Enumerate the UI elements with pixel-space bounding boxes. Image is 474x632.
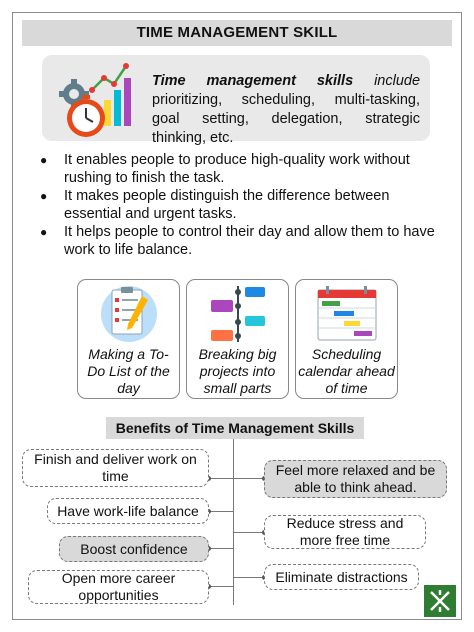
benefit-boost-confidence: Boost confidence — [59, 536, 209, 562]
benefit-reduce-stress: Reduce stress and more free time — [264, 515, 426, 549]
bullet-item: ● It makes people distinguish the difference between essential and urgent tasks. — [38, 187, 448, 223]
connector-branch — [233, 577, 264, 578]
todo-list-icon — [96, 284, 162, 344]
page-title: TIME MANAGEMENT SKILL — [22, 20, 452, 46]
bullet-item: ● It helps people to control their day and allow them to have work to life balance. — [38, 223, 448, 259]
connector-branch — [209, 478, 233, 479]
connector-branch — [209, 548, 233, 549]
connector-branch — [233, 478, 264, 479]
connector-branch — [209, 511, 233, 512]
intro-include: include — [374, 73, 421, 89]
gantt-calendar-icon — [314, 284, 380, 344]
mind-map-icon — [205, 284, 271, 344]
brand-logo-icon — [424, 585, 456, 617]
card-caption: Scheduling calendar ahead of time — [298, 346, 395, 396]
benefit-finish-work: Finish and deliver work on time — [22, 449, 209, 487]
card-break-projects — [186, 279, 289, 399]
intro-rest: prioritizing, scheduling, multi-tasking, goal setting, delegation, strategic thinking, etc. — [152, 92, 420, 146]
benefit-eliminate-distractions: Eliminate distractions — [264, 564, 419, 590]
connector-branch — [233, 532, 264, 533]
connector-branch — [209, 586, 233, 587]
clock-chart-gear-icon — [56, 60, 142, 140]
intro-text — [152, 72, 420, 148]
benefit-feel-relaxed: Feel more relaxed and be able to think ahead. — [264, 460, 447, 498]
card-caption: Making a To-Do List of the day — [87, 346, 170, 396]
connector-trunk — [233, 439, 234, 605]
intro-lead: Time management skills — [152, 73, 354, 89]
benefit-work-life-balance: Have work-life balance — [47, 498, 209, 524]
card-caption: Breaking big projects into small parts — [198, 346, 277, 396]
benefit-bullets — [38, 151, 448, 259]
card-scheduling — [295, 279, 398, 399]
bullet-item: ● It enables people to produce high-quality work without rushing to finish the task. — [38, 151, 448, 187]
card-todo-list — [77, 279, 180, 399]
benefit-career-opportunities: Open more career opportunities — [28, 570, 209, 604]
benefits-title: Benefits of Time Management Skills — [106, 417, 364, 439]
